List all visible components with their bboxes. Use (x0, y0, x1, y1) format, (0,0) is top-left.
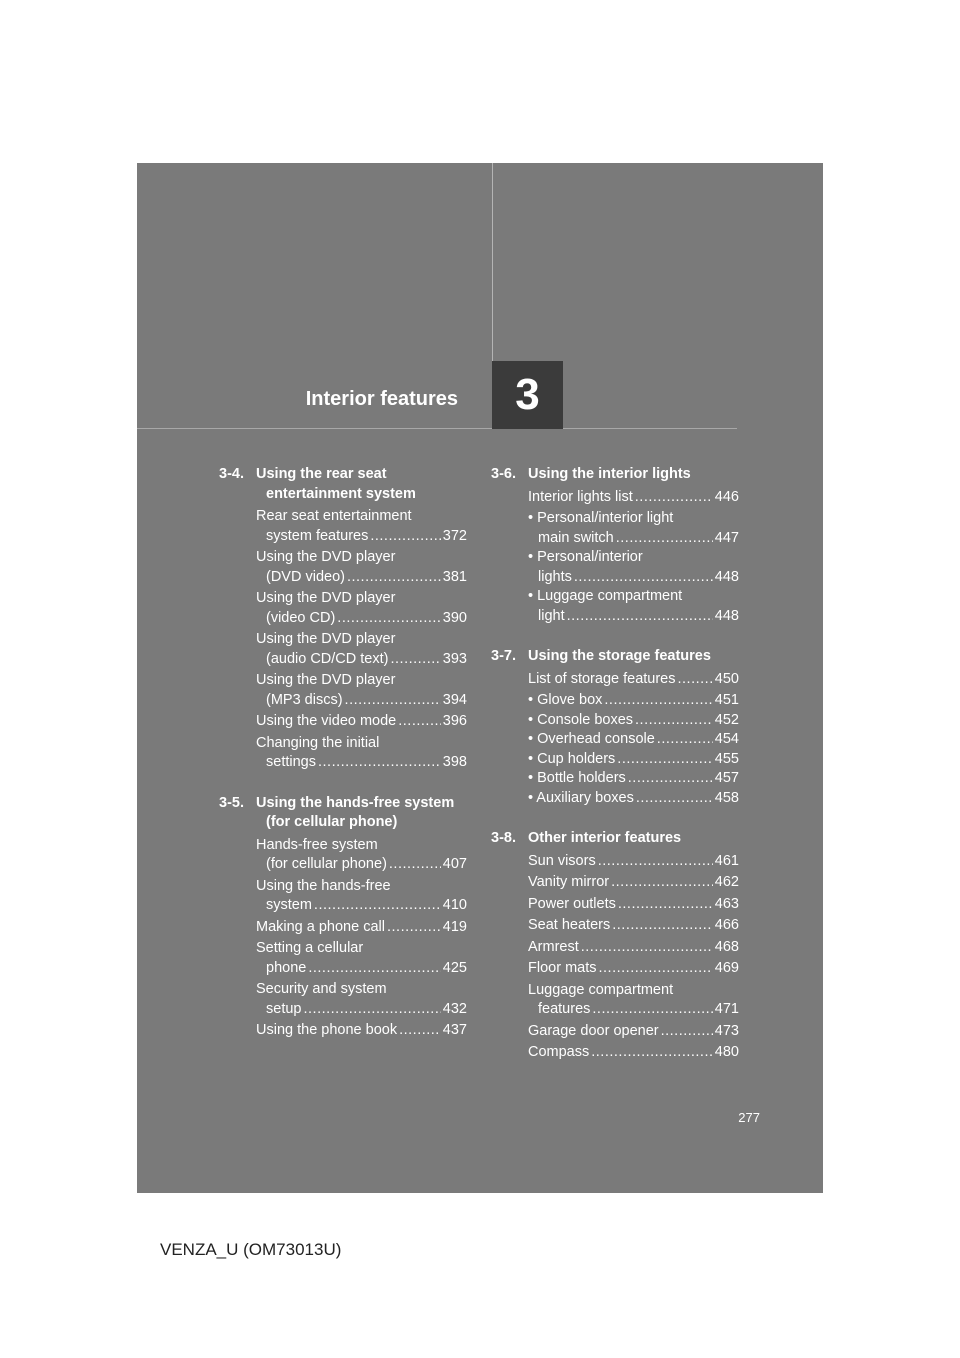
toc-entry-line: Luggage compartment (528, 981, 674, 998)
section-entries (491, 670, 739, 809)
section-number: 3-7. (491, 648, 516, 664)
toc-entry-page: 425 (442, 959, 467, 976)
toc-entry-label: List of storage features (528, 670, 676, 687)
toc-section (491, 829, 739, 1063)
toc-entry-line (256, 855, 467, 875)
toc-entry-page: 448 (714, 607, 739, 624)
toc-entry-label: • Bottle holders (528, 770, 626, 786)
toc-entry-line (528, 607, 739, 627)
section-heading (219, 794, 467, 833)
dot-leader (661, 1022, 713, 1042)
toc-entry[interactable] (256, 507, 467, 546)
section-number: 3-6. (491, 466, 516, 482)
toc-entry-label: main switch (538, 529, 614, 546)
toc-entry[interactable] (528, 959, 739, 979)
chapter-title: Interior features (305, 388, 458, 410)
dot-leader (618, 895, 713, 915)
dot-leader (628, 769, 713, 789)
header-divider-horizontal (137, 428, 737, 429)
toc-entry-page: 455 (714, 750, 739, 767)
toc-entry-label: (DVD video) (266, 568, 345, 585)
toc-entry-page: 469 (714, 960, 739, 976)
toc-entry-line: • Luggage compartment (528, 588, 683, 604)
toc-entry[interactable] (528, 873, 739, 893)
toc-right-column (491, 465, 739, 1084)
toc-entry-page: 393 (442, 650, 467, 667)
toc-entry-page: 448 (714, 568, 739, 585)
toc-entry-line (256, 568, 467, 588)
page-number: 277 (738, 1110, 760, 1125)
toc-entry-label: Using the video mode (256, 713, 397, 729)
toc-section (219, 794, 467, 1041)
toc-entry[interactable] (256, 671, 467, 710)
section-heading (491, 465, 739, 485)
toc-entry-page: 394 (442, 691, 467, 708)
section-entries (219, 836, 467, 1041)
toc-entry-label: setup (266, 1000, 302, 1017)
toc-entry-page: 458 (714, 789, 739, 806)
toc-entry[interactable] (256, 548, 467, 587)
toc-entry-line: Hands-free system (256, 836, 378, 853)
toc-entry-line: • Personal/interior (528, 549, 643, 565)
toc-entry-label: light (538, 607, 565, 624)
toc-entry-label: Floor mats (528, 960, 597, 976)
toc-entry-label: (video CD) (266, 609, 336, 626)
toc-entry[interactable] (528, 895, 739, 915)
toc-entry-label: Interior lights list (528, 488, 633, 505)
section-title-line: (for cellular phone) (266, 814, 398, 830)
toc-entry[interactable] (528, 1043, 739, 1063)
toc-entry-line (528, 1022, 739, 1042)
toc-entry-line (256, 527, 467, 547)
toc-entry-label: • Cup holders (528, 750, 616, 767)
toc-entry-line: Using the DVD player (256, 590, 396, 606)
section-heading (491, 647, 739, 667)
toc-entry-label: • Auxiliary boxes (528, 789, 634, 806)
toc-entry[interactable] (256, 877, 467, 916)
section-title (256, 794, 467, 833)
section-heading (491, 829, 739, 849)
toc-entry-page: 447 (714, 529, 739, 546)
toc-entry-page: 457 (714, 770, 739, 786)
dot-leader (389, 855, 441, 875)
toc-entry-page: 454 (714, 731, 739, 747)
toc-section (219, 465, 467, 773)
toc-entry-line (528, 916, 739, 936)
toc-entry-line (528, 959, 739, 979)
toc-entry-label: Sun visors (528, 852, 596, 869)
footer-doc-code: VENZA_U (OM73013U) (160, 1240, 342, 1259)
dot-leader (398, 712, 441, 732)
toc-entry-label: Armrest (528, 938, 579, 955)
toc-left-column (219, 465, 467, 1062)
toc-entry-line (528, 1000, 739, 1020)
section-title (256, 465, 467, 504)
dot-leader (574, 568, 713, 588)
toc-entry-line: • Personal/interior light (528, 510, 674, 526)
toc-entry-label: Making a phone call (256, 918, 385, 935)
toc-entry-line (528, 529, 739, 549)
toc-entry-line (528, 568, 739, 588)
toc-entry[interactable] (528, 587, 739, 626)
toc-entry-page: 468 (714, 938, 739, 955)
toc-entry[interactable] (256, 939, 467, 978)
section-title (528, 647, 739, 667)
toc-entry[interactable] (256, 712, 467, 732)
toc-entry-page: 398 (442, 754, 467, 770)
toc-entry-line (528, 938, 739, 958)
dot-leader (604, 691, 712, 711)
toc-entry-line: Setting a cellular (256, 940, 364, 956)
toc-entry-line: Using the DVD player (256, 672, 396, 688)
toc-entry-line (528, 789, 739, 809)
toc-section (491, 647, 739, 808)
toc-entry-page: 466 (714, 917, 739, 933)
toc-entry-page: 432 (442, 1000, 467, 1017)
toc-entry-line: Changing the initial (256, 734, 380, 751)
toc-entry-page: 390 (442, 609, 467, 626)
dot-leader (611, 873, 713, 893)
toc-entry-label: (MP3 discs) (266, 691, 343, 708)
dot-leader (591, 1043, 713, 1063)
toc-entry[interactable] (256, 1021, 467, 1041)
toc-entry[interactable] (528, 1022, 739, 1042)
dot-leader (599, 959, 713, 979)
toc-entry-label: Compass (528, 1044, 590, 1060)
dot-leader (612, 916, 713, 936)
toc-entry-label: Vanity mirror (528, 874, 610, 890)
dot-leader (678, 670, 713, 690)
section-title-line: Using the interior lights (528, 466, 691, 482)
section-entries (219, 507, 467, 773)
toc-entry-line (528, 852, 739, 872)
section-title-line: Using the storage features (528, 648, 711, 664)
toc-entry-page: 381 (442, 568, 467, 585)
toc-entry-label: • Glove box (528, 692, 603, 708)
toc-entry-page: 437 (442, 1022, 467, 1038)
toc-entry-line (528, 670, 739, 690)
section-entries (491, 852, 739, 1063)
toc-entry-line (256, 896, 467, 916)
toc-entry[interactable] (528, 938, 739, 958)
toc-entry-label: lights (538, 568, 572, 585)
dot-leader (617, 750, 713, 770)
dot-leader (347, 568, 441, 588)
toc-entry[interactable] (528, 711, 739, 731)
toc-entry-page: 471 (714, 1001, 739, 1017)
toc-entry-line (528, 895, 739, 915)
toc-entry-page: 452 (714, 711, 739, 728)
toc-entry-line (256, 712, 467, 732)
dot-leader (657, 730, 713, 750)
header-divider-vertical (492, 163, 493, 361)
toc-entry-line (256, 609, 467, 629)
toc-entry[interactable] (528, 852, 739, 872)
toc-entry[interactable] (256, 836, 467, 875)
dot-leader (303, 1000, 440, 1020)
toc-entry-label: Power outlets (528, 895, 616, 912)
toc-entry[interactable] (528, 789, 739, 809)
toc-entry[interactable] (528, 691, 739, 711)
toc-entry-label: settings (266, 754, 316, 770)
toc-section (491, 465, 739, 626)
toc-entry-label: phone (266, 959, 307, 976)
dot-leader (370, 527, 440, 547)
toc-entry-line: Using the DVD player (256, 631, 396, 647)
toc-entry-label: features (538, 1001, 591, 1017)
toc-entry-line (528, 769, 739, 789)
toc-entry-line: Using the hands-free (256, 877, 391, 894)
toc-entry-label: (for cellular phone) (266, 856, 387, 872)
toc-entry[interactable] (256, 734, 467, 773)
dot-leader (390, 650, 440, 670)
section-number: 3-8. (491, 830, 516, 846)
toc-entry[interactable] (528, 750, 739, 770)
toc-entry-label: • Console boxes (528, 711, 634, 728)
toc-entry-line (256, 918, 467, 938)
dot-leader (581, 938, 713, 958)
dot-leader (308, 959, 440, 979)
toc-entry-line: Using the DVD player (256, 549, 396, 565)
section-entries (491, 488, 739, 627)
toc-entry-line (256, 959, 467, 979)
toc-entry-page: 473 (714, 1022, 739, 1039)
dot-leader (635, 488, 713, 508)
toc-entry[interactable] (528, 670, 739, 690)
toc-entry-label: system (266, 897, 312, 913)
toc-entry-page: 446 (714, 488, 739, 505)
toc-entry-page: 451 (714, 692, 739, 708)
section-title-line: entertainment system (266, 485, 416, 502)
dot-leader (598, 852, 713, 872)
toc-entry-page: 407 (442, 856, 467, 872)
dot-leader (636, 789, 713, 809)
toc-entry-page: 461 (714, 852, 739, 869)
dot-leader (399, 1021, 441, 1041)
section-title-line: Other interior features (528, 830, 682, 846)
toc-entry-label: (audio CD/CD text) (266, 650, 389, 667)
dot-leader (635, 711, 713, 731)
toc-entry-line (528, 488, 739, 508)
toc-entry-line: Rear seat entertainment (256, 508, 412, 524)
toc-entry[interactable] (528, 981, 739, 1020)
section-title (528, 465, 739, 485)
section-number: 3-4. (219, 466, 244, 482)
toc-entry-page: 372 (442, 527, 467, 544)
dot-leader (616, 529, 713, 549)
section-title-line: Using the hands-free system (256, 794, 455, 811)
toc-entry[interactable] (256, 980, 467, 1019)
toc-entry[interactable] (528, 488, 739, 508)
dot-leader (387, 918, 441, 938)
toc-entry-label: Using the phone book (256, 1022, 398, 1038)
toc-entry-line (528, 730, 739, 750)
toc-entry[interactable] (528, 548, 739, 587)
toc-entry-line (528, 711, 739, 731)
dot-leader (318, 753, 441, 773)
toc-entry-line: Security and system (256, 981, 387, 997)
toc-entry-line (528, 691, 739, 711)
toc-entry-line (256, 691, 467, 711)
toc-entry-line (528, 750, 739, 770)
chapter-number-tab: 3 (492, 361, 563, 429)
toc-entry-page: 462 (714, 874, 739, 890)
toc-entry-line (256, 650, 467, 670)
toc-entry-line (528, 1043, 739, 1063)
toc-entry[interactable] (256, 630, 467, 669)
section-title (528, 829, 739, 849)
toc-entry-line (256, 1021, 467, 1041)
dot-leader (345, 691, 441, 711)
section-number: 3-5. (219, 794, 244, 811)
toc-entry[interactable] (256, 589, 467, 628)
toc-entry[interactable] (528, 730, 739, 750)
toc-entry-label: system features (266, 527, 369, 544)
dot-leader (592, 1000, 712, 1020)
toc-entry-page: 450 (714, 670, 739, 687)
toc-entry-label: Seat heaters (528, 917, 611, 933)
dot-leader (567, 607, 713, 627)
dot-leader (337, 609, 441, 629)
toc-entry-label: Garage door opener (528, 1022, 659, 1039)
toc-entry-page: 410 (442, 897, 467, 913)
toc-entry-page: 480 (714, 1044, 739, 1060)
toc-entry-page: 396 (442, 713, 467, 729)
section-heading (219, 465, 467, 504)
dot-leader (314, 896, 441, 916)
toc-entry[interactable] (528, 916, 739, 936)
toc-entry[interactable] (528, 509, 739, 548)
toc-entry[interactable] (256, 918, 467, 938)
toc-entry-page: 463 (714, 895, 739, 912)
toc-entry-label: • Overhead console (528, 731, 655, 747)
toc-entry-page: 419 (442, 918, 467, 935)
toc-entry-line (256, 1000, 467, 1020)
toc-entry-line (256, 753, 467, 773)
toc-entry[interactable] (528, 769, 739, 789)
section-title-line: Using the rear seat (256, 466, 387, 482)
toc-entry-line (528, 873, 739, 893)
